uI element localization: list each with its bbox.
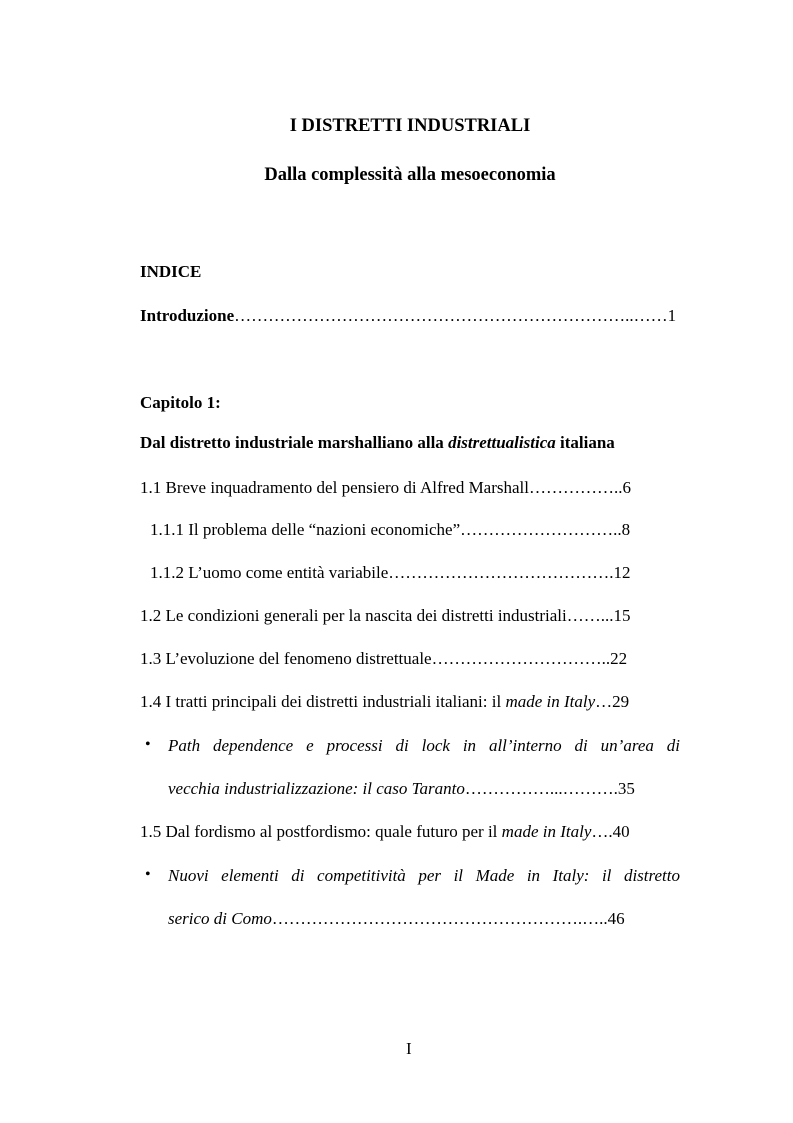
toc-page-number: 1 — [667, 306, 677, 325]
toc-bullet-taranto-line1[interactable] — [168, 736, 680, 756]
toc-entry-1-4[interactable] — [140, 692, 629, 712]
toc-entry-italic: made in Italy — [501, 822, 592, 841]
toc-entry-1-3[interactable]: 1.3 L’evoluzione del fenomeno distrettuale…………………………..22 — [140, 649, 628, 668]
toc-entry-1-5[interactable] — [140, 822, 630, 842]
toc-page-number: ……………...……….35 — [464, 779, 635, 798]
chapter-label: Capitolo 1: — [140, 393, 221, 412]
document-title: I DISTRETTI INDUSTRIALI — [289, 116, 531, 136]
chapter-title-italic: distrettualistica — [448, 433, 556, 452]
toc-bullet-taranto-line2[interactable] — [168, 779, 635, 799]
index-heading: INDICE — [140, 262, 202, 281]
chapter-title-text: Dal distretto industriale marshalliano alla — [140, 433, 449, 452]
toc-page-number: ……………………………………………….…..46 — [271, 909, 625, 928]
toc-entry-text: 1.5 Dal fordismo al postfordismo: quale futuro per il — [140, 822, 502, 841]
toc-entry-1-1-1[interactable]: 1.1.1 Il problema delle “nazioni economiche”………………………..8 — [150, 520, 631, 539]
toc-entry-italic: made in Italy — [505, 692, 596, 711]
document-subtitle: Dalla complessità alla mesoeconomia — [264, 165, 556, 185]
bullet-icon: • — [145, 736, 151, 753]
toc-bullet-text: serico di Como — [168, 909, 272, 928]
toc-entry-1-2[interactable]: 1.2 Le condizioni generali per la nascita dei distretti industriali……...15 — [140, 606, 631, 625]
chapter-title — [140, 433, 615, 453]
page-number: I — [406, 1039, 412, 1058]
toc-entry-label: Introduzione — [140, 306, 235, 325]
toc-bullet-como-line2[interactable] — [168, 909, 625, 929]
toc-entry-introduction[interactable] — [140, 306, 676, 326]
toc-bullet-text: vecchia industrializzazione: il caso Taranto — [168, 779, 465, 798]
toc-entry-1-1[interactable]: 1.1 Breve inquadramento del pensiero di Alfred Marshall……………..6 — [140, 478, 631, 497]
toc-page-number: …29 — [595, 692, 630, 711]
toc-bullet-text: Nuovi elementi di competitività per il Made in Italy: il distretto — [168, 866, 680, 885]
toc-entry-1-1-2[interactable]: 1.1.2 L’uomo come entità variabile………………………………….12 — [150, 563, 631, 582]
toc-bullet-text: Path dependence e processi di lock in all’interno di un’area di — [168, 736, 680, 755]
toc-bullet-como-line1[interactable] — [168, 866, 680, 886]
toc-page-number: ….40 — [591, 822, 630, 841]
toc-leader-dots: ……………………………………………………………..…… — [234, 306, 668, 325]
chapter-title-text-end: italiana — [555, 433, 615, 452]
toc-entry-text: 1.4 I tratti principali dei distretti industriali italiani: il — [140, 692, 506, 711]
bullet-icon: • — [145, 866, 151, 883]
